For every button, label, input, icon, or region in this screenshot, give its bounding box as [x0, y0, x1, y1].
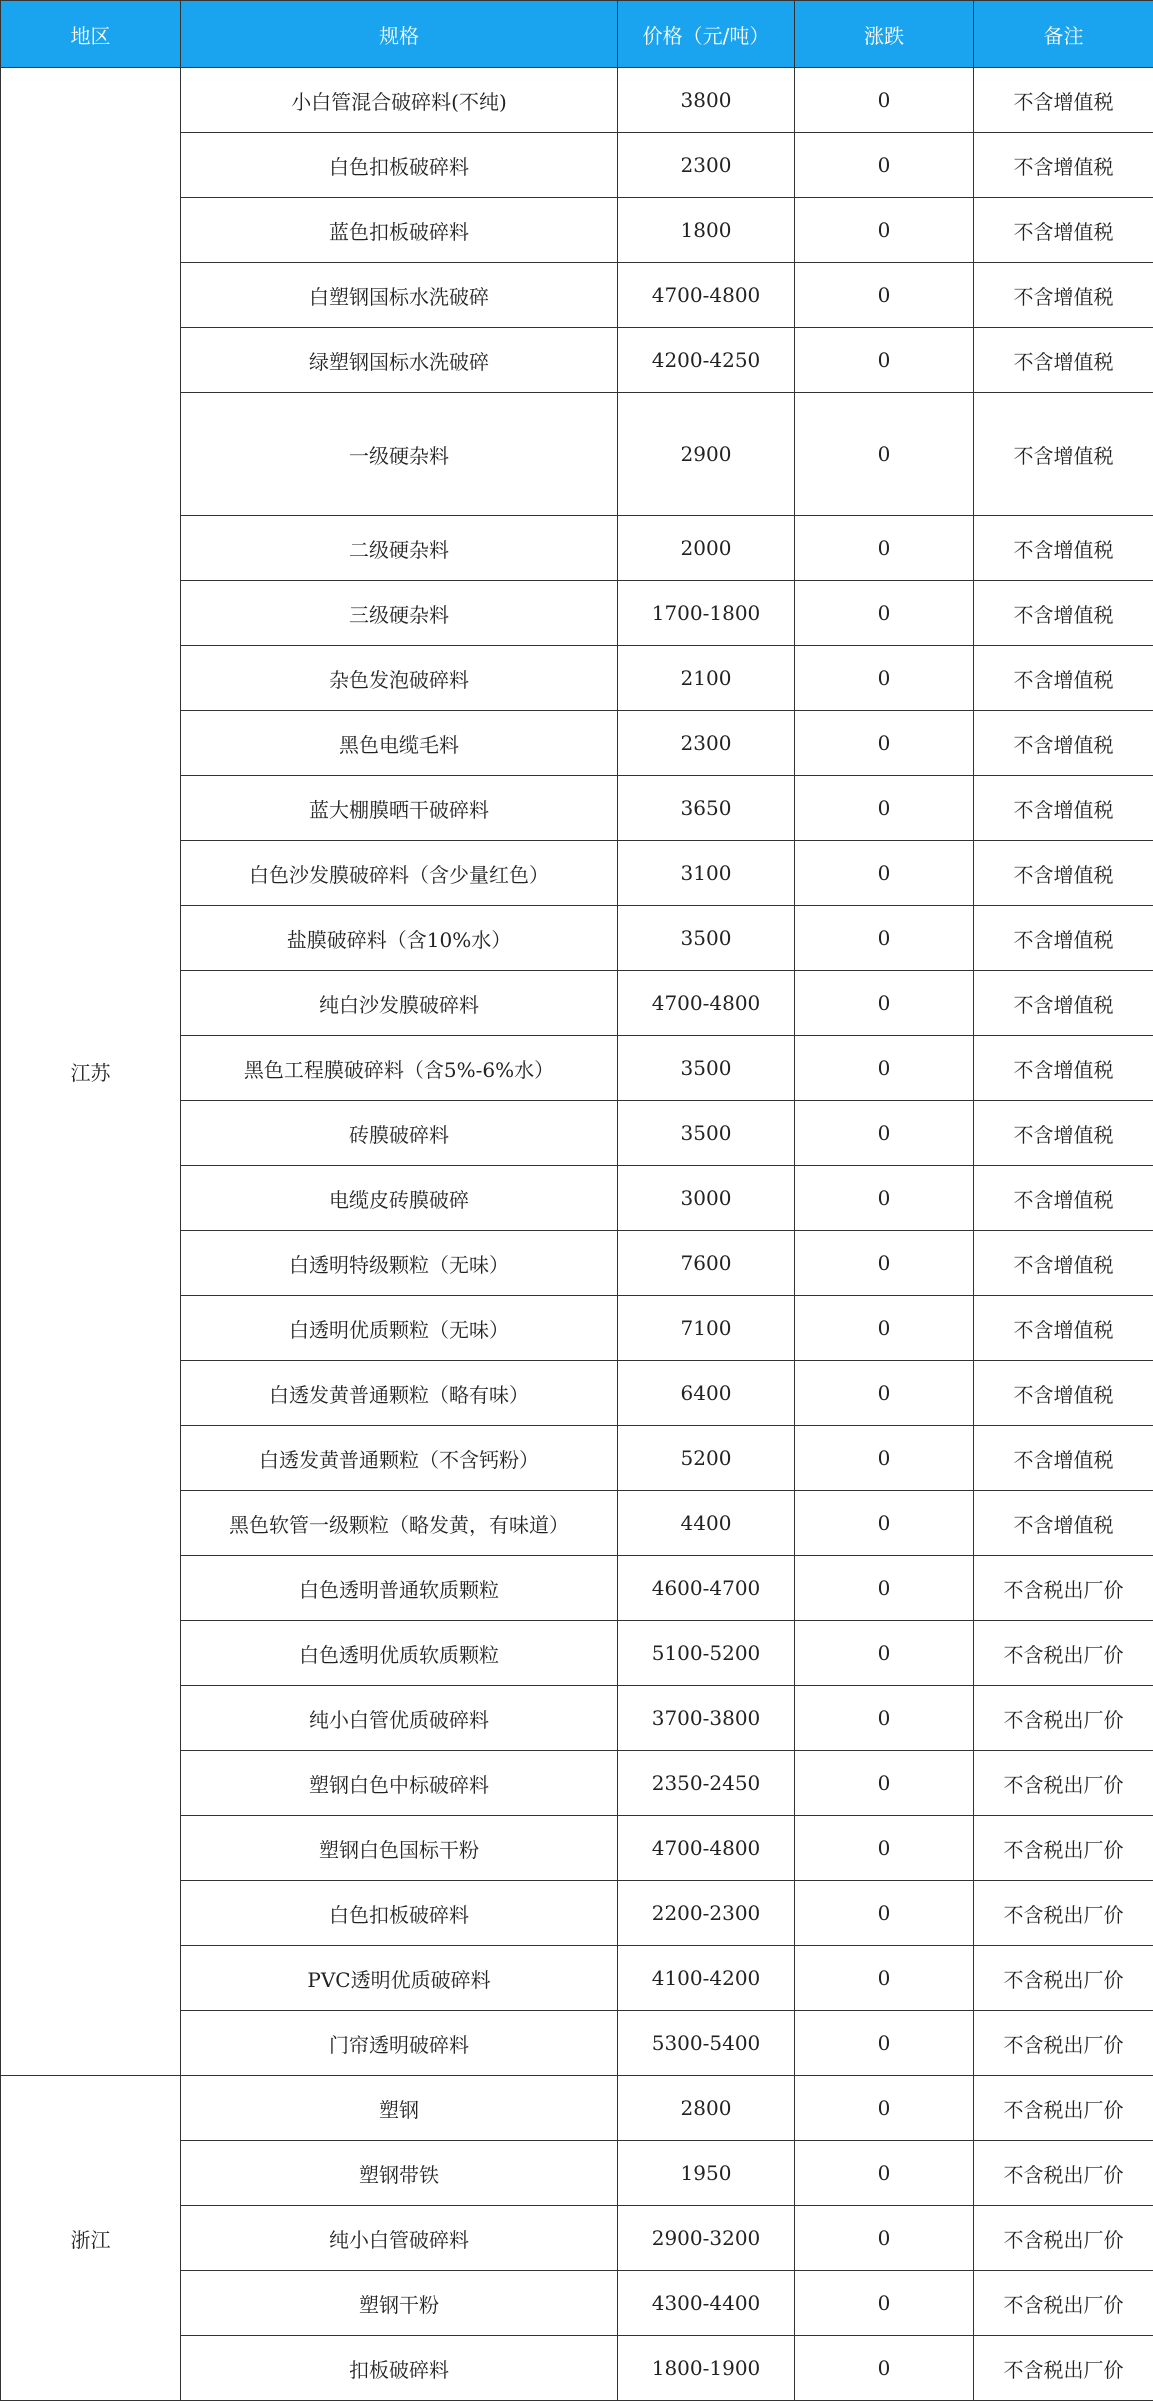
note-cell: 不含税出厂价 [974, 2141, 1153, 2206]
change-cell: 0 [795, 2076, 974, 2141]
change-cell: 0 [795, 1166, 974, 1231]
note-cell: 不含增值税 [974, 516, 1153, 581]
change-cell: 0 [795, 68, 974, 133]
note-cell: 不含税出厂价 [974, 1686, 1153, 1751]
header-spec: 规格 [181, 1, 618, 68]
change-cell: 0 [795, 328, 974, 393]
price-cell: 3500 [618, 1036, 795, 1101]
change-cell: 0 [795, 1361, 974, 1426]
price-cell: 4100-4200 [618, 1946, 795, 2011]
spec-cell: 电缆皮砖膜破碎 [181, 1166, 618, 1231]
price-cell: 2100 [618, 646, 795, 711]
note-cell: 不含增值税 [974, 1166, 1153, 1231]
note-cell: 不含税出厂价 [974, 2206, 1153, 2271]
note-cell: 不含税出厂价 [974, 1946, 1153, 2011]
price-cell: 3100 [618, 841, 795, 906]
change-cell: 0 [795, 1751, 974, 1816]
price-cell: 2300 [618, 133, 795, 198]
price-cell: 3500 [618, 1101, 795, 1166]
spec-cell: 砖膜破碎料 [181, 1101, 618, 1166]
table-body [1, 68, 1153, 2401]
spec-cell: 纯小白管破碎料 [181, 2206, 618, 2271]
spec-cell: 杂色发泡破碎料 [181, 646, 618, 711]
spec-cell: 白色扣板破碎料 [181, 133, 618, 198]
note-cell: 不含税出厂价 [974, 2076, 1153, 2141]
price-cell: 7100 [618, 1296, 795, 1361]
change-cell: 0 [795, 1101, 974, 1166]
note-cell: 不含增值税 [974, 711, 1153, 776]
note-cell: 不含增值税 [974, 906, 1153, 971]
change-cell: 0 [795, 1946, 974, 2011]
price-cell: 4700-4800 [618, 971, 795, 1036]
price-cell: 1800-1900 [618, 2336, 795, 2401]
spec-cell: 二级硬杂料 [181, 516, 618, 581]
spec-cell: 蓝色扣板破碎料 [181, 198, 618, 263]
price-cell: 2200-2300 [618, 1881, 795, 1946]
spec-cell: PVC透明优质破碎料 [181, 1946, 618, 2011]
change-cell: 0 [795, 2011, 974, 2076]
price-cell: 4700-4800 [618, 1816, 795, 1881]
change-cell: 0 [795, 1231, 974, 1296]
table-row [1, 2076, 1153, 2141]
spec-cell: 绿塑钢国标水洗破碎 [181, 328, 618, 393]
price-cell: 1700-1800 [618, 581, 795, 646]
spec-cell: 黑色电缆毛料 [181, 711, 618, 776]
spec-cell: 纯白沙发膜破碎料 [181, 971, 618, 1036]
note-cell: 不含增值税 [974, 1101, 1153, 1166]
header-note: 备注 [974, 1, 1153, 68]
region-cell: 江苏 [1, 68, 181, 2076]
header-change: 涨跌 [795, 1, 974, 68]
price-cell: 2800 [618, 2076, 795, 2141]
spec-cell: 白色扣板破碎料 [181, 1881, 618, 1946]
change-cell: 0 [795, 1621, 974, 1686]
change-cell: 0 [795, 263, 974, 328]
note-cell: 不含增值税 [974, 198, 1153, 263]
price-cell: 1800 [618, 198, 795, 263]
price-cell: 2300 [618, 711, 795, 776]
note-cell: 不含增值税 [974, 393, 1153, 516]
table-row [1, 68, 1153, 133]
spec-cell: 黑色软管一级颗粒（略发黄，有味道） [181, 1491, 618, 1556]
spec-cell: 白色沙发膜破碎料（含少量红色） [181, 841, 618, 906]
spec-cell: 白透发黄普通颗粒（不含钙粉） [181, 1426, 618, 1491]
spec-cell: 塑钢白色国标干粉 [181, 1816, 618, 1881]
change-cell: 0 [795, 1491, 974, 1556]
note-cell: 不含增值税 [974, 1231, 1153, 1296]
spec-cell: 白透发黄普通颗粒（略有味） [181, 1361, 618, 1426]
spec-cell: 蓝大棚膜晒干破碎料 [181, 776, 618, 841]
note-cell: 不含税出厂价 [974, 2271, 1153, 2336]
note-cell: 不含税出厂价 [974, 2011, 1153, 2076]
spec-cell: 一级硬杂料 [181, 393, 618, 516]
note-cell: 不含税出厂价 [974, 2336, 1153, 2401]
change-cell: 0 [795, 2206, 974, 2271]
table-header [1, 1, 1153, 68]
note-cell: 不含增值税 [974, 581, 1153, 646]
spec-cell: 塑钢白色中标破碎料 [181, 1751, 618, 1816]
note-cell: 不含税出厂价 [974, 1881, 1153, 1946]
spec-cell: 扣板破碎料 [181, 2336, 618, 2401]
change-cell: 0 [795, 906, 974, 971]
price-cell: 4600-4700 [618, 1556, 795, 1621]
change-cell: 0 [795, 1816, 974, 1881]
change-cell: 0 [795, 581, 974, 646]
price-cell: 4400 [618, 1491, 795, 1556]
price-cell: 6400 [618, 1361, 795, 1426]
note-cell: 不含税出厂价 [974, 1751, 1153, 1816]
change-cell: 0 [795, 1556, 974, 1621]
change-cell: 0 [795, 393, 974, 516]
note-cell: 不含增值税 [974, 841, 1153, 906]
spec-cell: 白色透明普通软质颗粒 [181, 1556, 618, 1621]
change-cell: 0 [795, 1036, 974, 1101]
spec-cell: 盐膜破碎料（含10%水） [181, 906, 618, 971]
price-cell: 4700-4800 [618, 263, 795, 328]
price-cell: 3000 [618, 1166, 795, 1231]
spec-cell: 白透明特级颗粒（无味） [181, 1231, 618, 1296]
spec-cell: 门帘透明破碎料 [181, 2011, 618, 2076]
change-cell: 0 [795, 2141, 974, 2206]
note-cell: 不含增值税 [974, 1491, 1153, 1556]
spec-cell: 白塑钢国标水洗破碎 [181, 263, 618, 328]
change-cell: 0 [795, 1426, 974, 1491]
price-cell: 2000 [618, 516, 795, 581]
note-cell: 不含增值税 [974, 68, 1153, 133]
price-cell: 5300-5400 [618, 2011, 795, 2076]
change-cell: 0 [795, 1686, 974, 1751]
change-cell: 0 [795, 841, 974, 906]
price-cell: 2900 [618, 393, 795, 516]
change-cell: 0 [795, 198, 974, 263]
price-cell: 4300-4400 [618, 2271, 795, 2336]
spec-cell: 纯小白管优质破碎料 [181, 1686, 618, 1751]
header-row [1, 1, 1153, 68]
header-region: 地区 [1, 1, 181, 68]
header-price: 价格（元/吨） [618, 1, 795, 68]
price-cell: 4200-4250 [618, 328, 795, 393]
price-cell: 3500 [618, 906, 795, 971]
note-cell: 不含增值税 [974, 263, 1153, 328]
note-cell: 不含增值税 [974, 133, 1153, 198]
spec-cell: 三级硬杂料 [181, 581, 618, 646]
note-cell: 不含增值税 [974, 1036, 1153, 1101]
price-cell: 3800 [618, 68, 795, 133]
price-cell: 2350-2450 [618, 1751, 795, 1816]
note-cell: 不含税出厂价 [974, 1816, 1153, 1881]
spec-cell: 小白管混合破碎料(不纯) [181, 68, 618, 133]
spec-cell: 塑钢 [181, 2076, 618, 2141]
change-cell: 0 [795, 776, 974, 841]
spec-cell: 黑色工程膜破碎料（含5%-6%水） [181, 1036, 618, 1101]
change-cell: 0 [795, 2336, 974, 2401]
price-cell: 2900-3200 [618, 2206, 795, 2271]
change-cell: 0 [795, 133, 974, 198]
spec-cell: 白透明优质颗粒（无味） [181, 1296, 618, 1361]
price-cell: 5200 [618, 1426, 795, 1491]
price-cell: 5100-5200 [618, 1621, 795, 1686]
spec-cell: 白色透明优质软质颗粒 [181, 1621, 618, 1686]
change-cell: 0 [795, 1881, 974, 1946]
price-cell: 3700-3800 [618, 1686, 795, 1751]
change-cell: 0 [795, 646, 974, 711]
price-cell: 1950 [618, 2141, 795, 2206]
change-cell: 0 [795, 2271, 974, 2336]
note-cell: 不含税出厂价 [974, 1621, 1153, 1686]
change-cell: 0 [795, 971, 974, 1036]
note-cell: 不含增值税 [974, 971, 1153, 1036]
note-cell: 不含税出厂价 [974, 1556, 1153, 1621]
note-cell: 不含增值税 [974, 776, 1153, 841]
spec-cell: 塑钢干粉 [181, 2271, 618, 2336]
spec-cell: 塑钢带铁 [181, 2141, 618, 2206]
change-cell: 0 [795, 516, 974, 581]
note-cell: 不含增值税 [974, 646, 1153, 711]
price-cell: 7600 [618, 1231, 795, 1296]
region-cell: 浙江 [1, 2076, 181, 2401]
change-cell: 0 [795, 711, 974, 776]
note-cell: 不含增值税 [974, 1296, 1153, 1361]
note-cell: 不含增值税 [974, 328, 1153, 393]
change-cell: 0 [795, 1296, 974, 1361]
note-cell: 不含增值税 [974, 1361, 1153, 1426]
price-cell: 3650 [618, 776, 795, 841]
note-cell: 不含增值税 [974, 1426, 1153, 1491]
